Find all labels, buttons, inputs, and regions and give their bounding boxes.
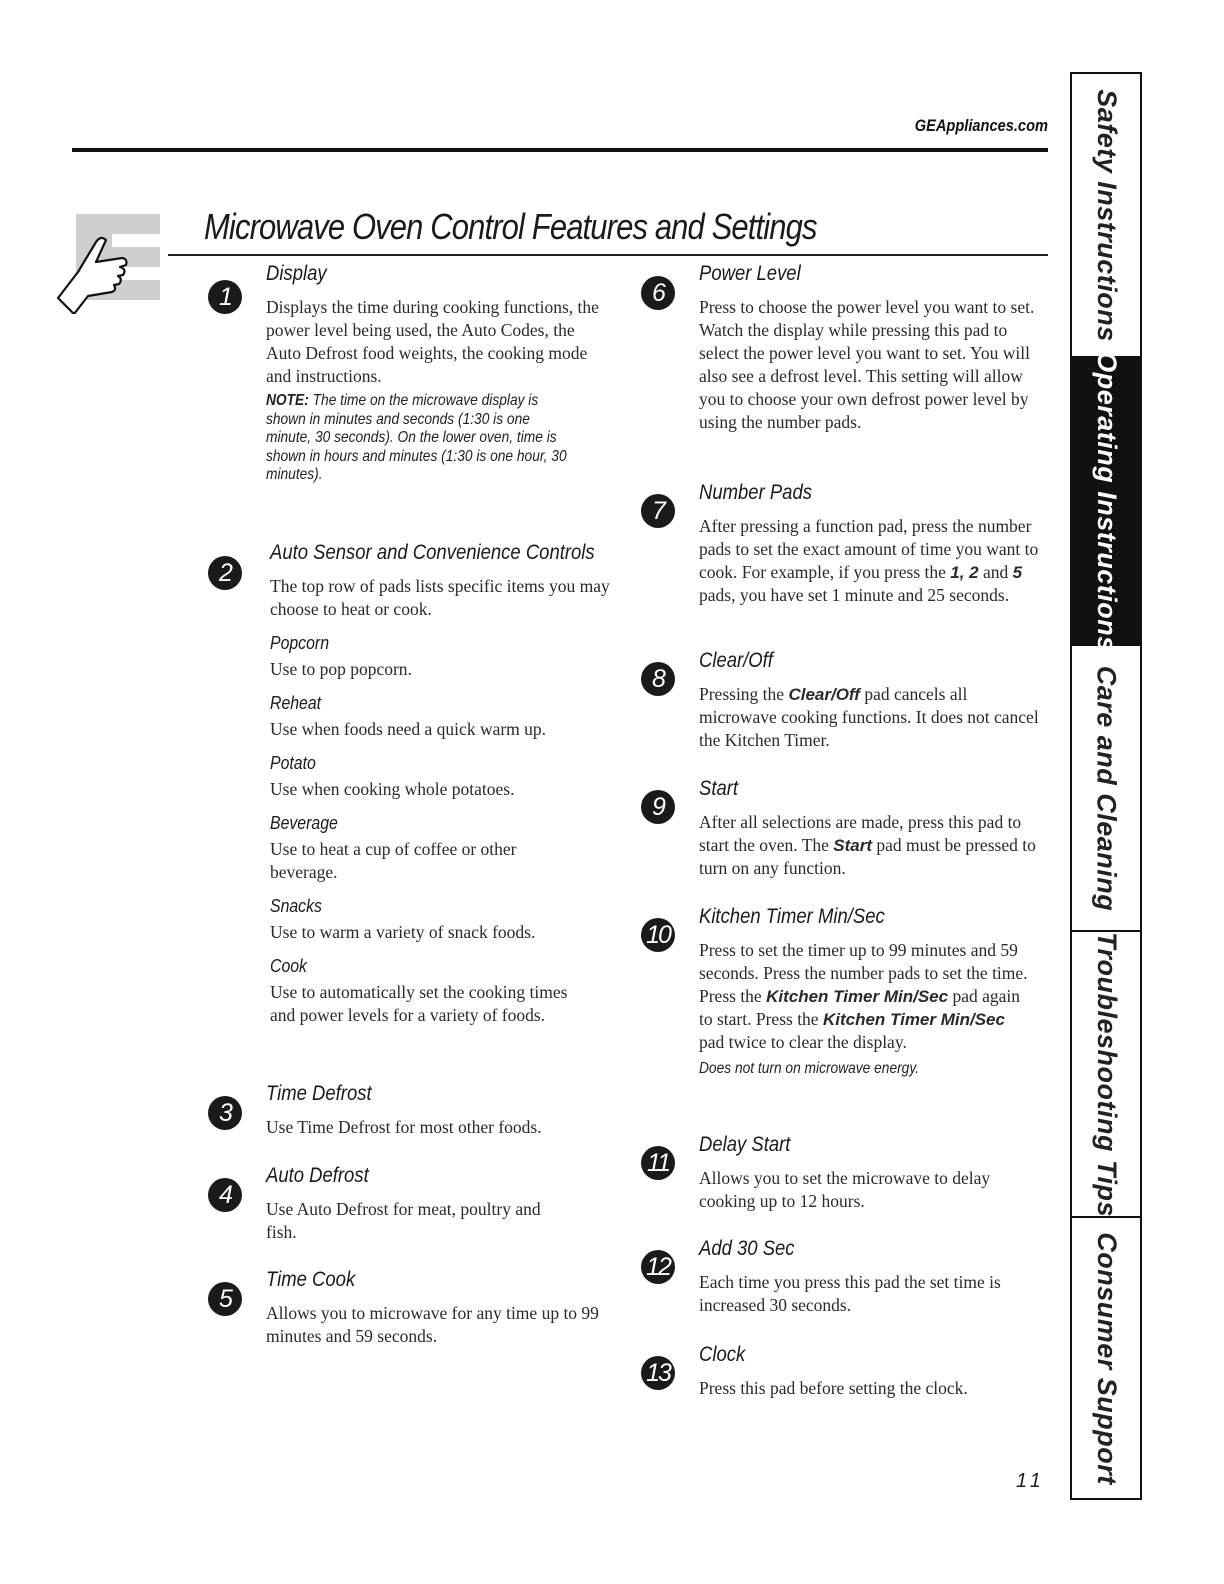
heading: Number Pads <box>699 481 812 504</box>
tab-troubleshooting-tips[interactable]: Troubleshooting Tips <box>1072 932 1140 1218</box>
body: Use Auto Defrost for meat, poultry and fish. <box>266 1199 541 1242</box>
body: Allows you to set the microwave to delay cooking up to 12 hours. <box>699 1168 991 1211</box>
item-display <box>266 262 606 485</box>
sub-potato: Potato Use when cooking whole potatoes. <box>270 753 515 799</box>
body: Allows you to microwave for any time up to 99 minutes and 59 seconds. <box>266 1303 599 1346</box>
sub-snacks: Snacks Use to warm a variety of snack foods. <box>270 896 536 942</box>
sub-beverage: Beverage Use to heat a cup of coffee or other beverage. <box>270 813 517 882</box>
heading: Clock <box>699 1343 746 1366</box>
badge-11: 11 <box>641 1146 675 1180</box>
item-add-30-sec <box>699 1237 1009 1317</box>
body: The top row of pads lists specific items you may choose to heat or cook. <box>270 576 610 619</box>
item-number-pads <box>699 481 1039 607</box>
sub-reheat: Reheat Use when foods need a quick warm up. <box>270 693 547 739</box>
item-kitchen-timer <box>699 905 1034 1079</box>
body: Pressing the Clear/Off pad cancels all microwave cooking functions. It does not cancel the Kitchen Timer. <box>699 684 1039 750</box>
heading: Delay Start <box>699 1133 791 1156</box>
body: Use Time Defrost for most other foods. <box>266 1117 542 1137</box>
tab-operating-instructions[interactable]: Operating Instructions <box>1072 358 1140 646</box>
body: Displays the time during cooking functions, the power level being used, the Auto Codes, the Auto Defrost food weights, the cooking mode and instructions. <box>266 297 599 386</box>
note: NOTE: The time on the microwave display is shown in minutes and seconds (1:30 is one minute, 30 seconds). On the lower oven, time is shown in hours and minutes (1:30 is one hour, 30 minutes). <box>266 392 567 483</box>
heading: Time Defrost <box>266 1082 372 1105</box>
tab-consumer-support[interactable]: Consumer Support <box>1091 1231 1122 1485</box>
badge-13: 13 <box>641 1356 675 1390</box>
item-clear-off <box>699 649 1044 752</box>
heading: Kitchen Timer Min/Sec <box>699 905 885 928</box>
body: Press this pad before setting the clock. <box>699 1378 968 1398</box>
heading: Add 30 Sec <box>699 1237 795 1260</box>
heading: Time Cook <box>266 1268 356 1291</box>
item-start <box>699 777 1044 880</box>
badge-6: 6 <box>641 276 675 310</box>
item-power-level <box>699 262 1049 434</box>
sub-cook: Cook Use to automatically set the cooking times and power levels for a variety of foods. <box>270 956 568 1025</box>
header-rule <box>72 148 1048 152</box>
badge-8: 8 <box>641 662 675 696</box>
body: Press to set the timer up to 99 minutes and 59 seconds. Press the number pads to set the time. Press the Kitchen Timer Min/Sec pad again to start. Press the Kitchen Timer Min/Sec pad twice to clear the display. <box>699 940 1028 1052</box>
section-tabs <box>1070 72 1142 1500</box>
page-number: 11 <box>1016 1470 1045 1492</box>
sub-popcorn: Popcorn Use to pop popcorn. <box>270 633 412 679</box>
badge-12: 12 <box>641 1250 675 1284</box>
heading: Clear/Off <box>699 649 773 672</box>
heading: Auto Defrost <box>266 1164 369 1187</box>
item-delay-start <box>699 1133 999 1213</box>
badge-5: 5 <box>208 1282 242 1316</box>
badge-1: 1 <box>208 280 242 314</box>
badge-9: 9 <box>641 790 675 824</box>
note: Does not turn on microwave energy. <box>699 1060 920 1077</box>
item-auto-sensor <box>270 541 610 1027</box>
body: After all selections are made, press this pad to start the oven. The Start pad must be pressed to turn on any function. <box>699 812 1036 878</box>
body: After pressing a function pad, press the number pads to set the exact amount of time you want to cook. For example, if you press the 1, 2 and 5 pads, you have set 1 minute and 25 seconds. <box>699 516 1039 605</box>
badge-3: 3 <box>208 1096 242 1130</box>
item-clock <box>699 1343 1044 1400</box>
badge-2: 2 <box>208 556 242 590</box>
badge-10: 10 <box>641 918 675 952</box>
item-time-cook <box>266 1268 611 1348</box>
heading: Start <box>699 777 739 800</box>
badge-4: 4 <box>208 1178 242 1212</box>
tab-safety-instructions[interactable]: Safety Instructions <box>1072 74 1140 358</box>
badge-7: 7 <box>641 494 675 528</box>
body: Each time you press this pad the set time is increased 30 seconds. <box>699 1272 1001 1315</box>
title-rule <box>168 254 1048 256</box>
heading: Display <box>266 262 327 285</box>
heading: Auto Sensor and Convenience Controls <box>270 541 595 564</box>
heading: Power Level <box>699 262 801 285</box>
item-time-defrost <box>266 1082 606 1139</box>
body: Press to choose the power level you want to set. Watch the display while pressing this pad to select the power level you want to set. You will also see a defrost level. This setting will allow you to choose your own defrost power level by using the number pads. <box>699 297 1035 432</box>
page-title: Microwave Oven Control Features and Settings <box>204 206 817 247</box>
tab-care-and-cleaning[interactable]: Care and Cleaning <box>1072 646 1140 932</box>
site-url: GEAppliances.com <box>914 116 1048 135</box>
hand-pointer-icon <box>56 214 168 314</box>
item-auto-defrost <box>266 1164 566 1244</box>
